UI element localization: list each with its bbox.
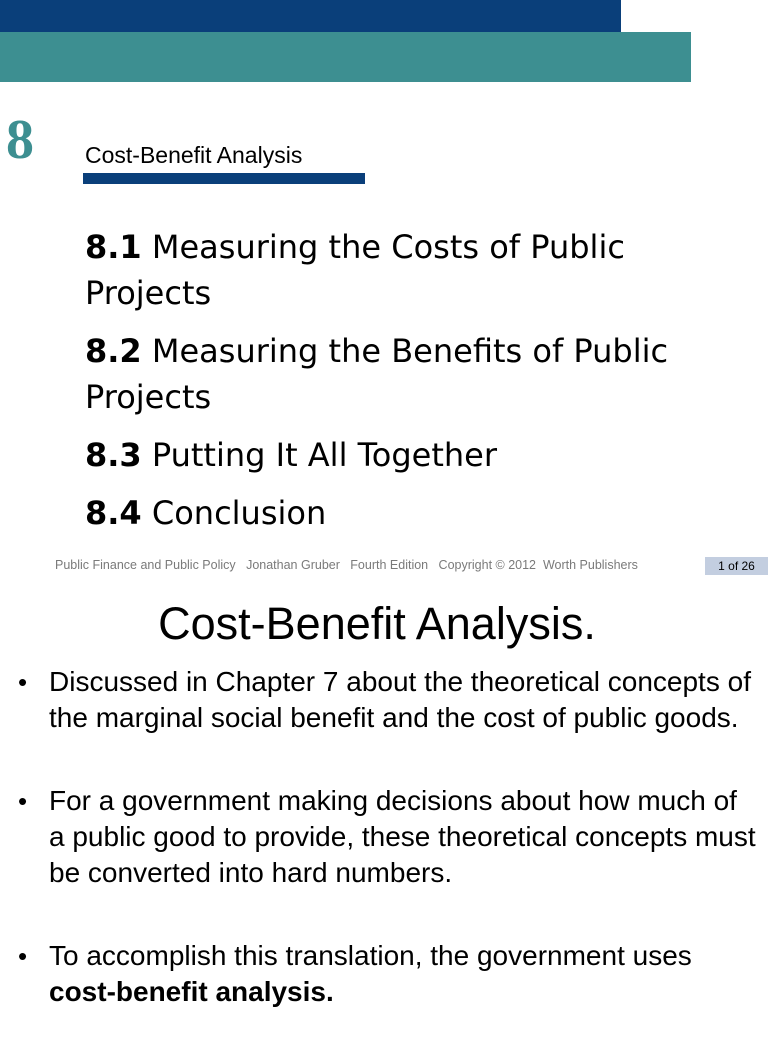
page-number-badge: 1 of 26 [705, 557, 768, 575]
toc-item-text: Measuring the Benefits of Public Projects [85, 332, 669, 416]
header-bar-teal [0, 32, 691, 82]
toc-item-text: Putting It All Together [141, 436, 497, 474]
toc-item-number: 8.2 [85, 332, 142, 370]
bullet-term-bold: cost-benefit analysis. [49, 976, 334, 1007]
bullet-text: Discussed in Chapter 7 about the theoretical concepts of the marginal social benefit and the cost of public goods. [49, 666, 751, 733]
table-of-contents [85, 224, 685, 548]
bullet-item [18, 664, 758, 736]
chapter-title: Cost-Benefit Analysis [85, 142, 303, 168]
footer-citation: Public Finance and Public Policy Jonathan Gruber Fourth Edition Copyright © 2012 Worth Publishers [55, 558, 638, 572]
slide-title: Cost-Benefit Analysis. [158, 598, 596, 649]
header-bar-navy [0, 0, 621, 32]
bullet-icon: • [18, 941, 28, 971]
toc-item [85, 328, 685, 420]
bullet-icon: • [18, 667, 28, 697]
bullet-list [18, 664, 758, 1057]
bullet-text: To accomplish this translation, the government uses [49, 940, 692, 971]
bullet-icon: • [18, 786, 28, 816]
title-underline [83, 173, 365, 184]
bullet-item [18, 783, 758, 891]
toc-item [85, 224, 685, 316]
toc-item-text: Measuring the Costs of Public Projects [85, 228, 625, 312]
bullet-item [18, 938, 758, 1010]
chapter-number: 8 [6, 109, 34, 171]
toc-item-number: 8.4 [85, 494, 142, 532]
toc-item [85, 490, 685, 536]
toc-item-number: 8.1 [85, 228, 142, 266]
toc-item [85, 432, 685, 478]
bullet-text: For a government making decisions about how much of a public good to provide, these theoretical concepts must be converted into hard numbers. [49, 785, 756, 888]
toc-item-text: Conclusion [141, 494, 327, 532]
toc-item-number: 8.3 [85, 436, 142, 474]
